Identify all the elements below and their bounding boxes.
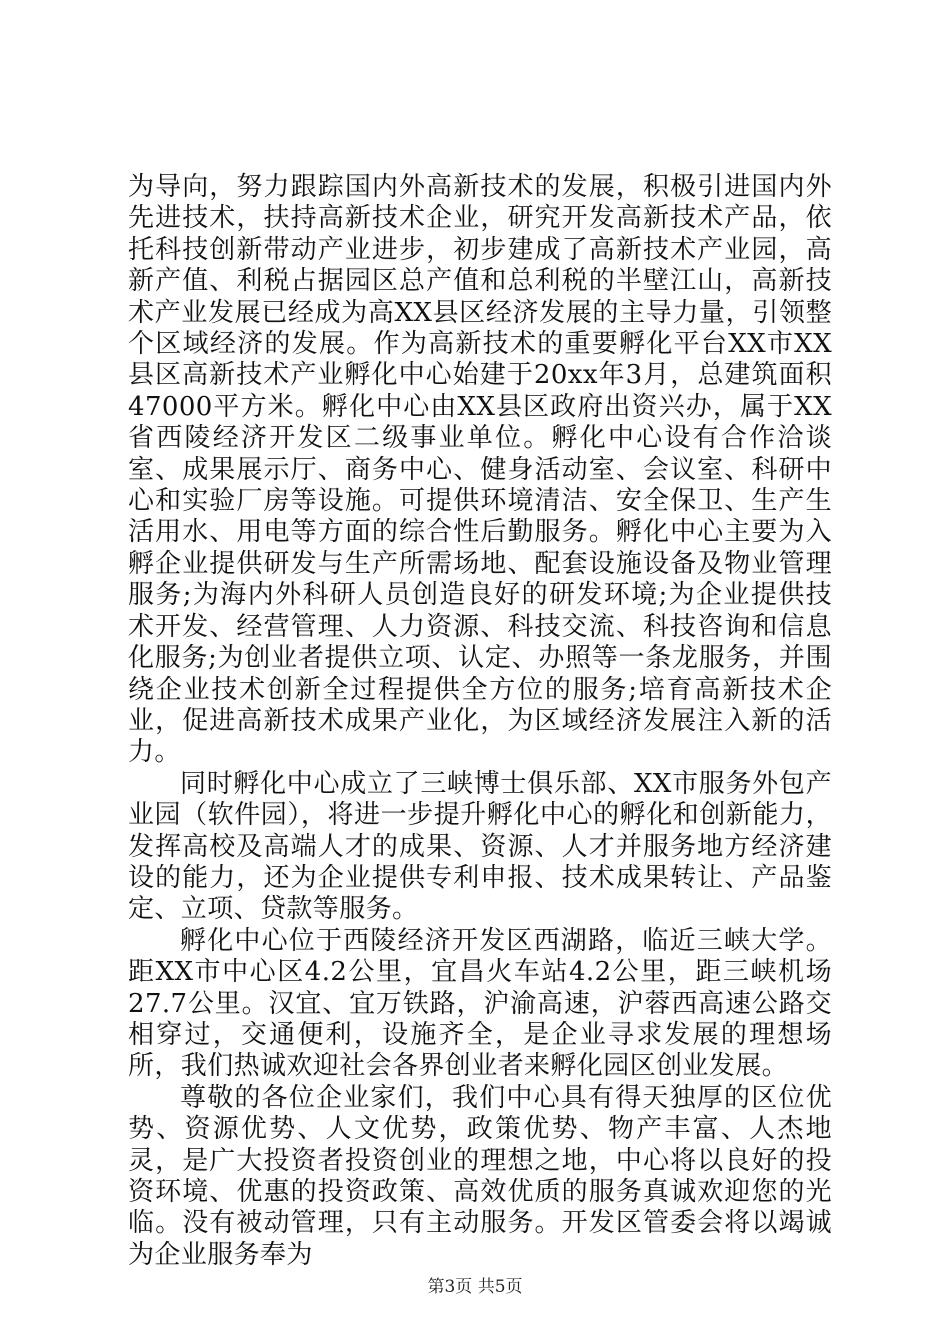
document-body bbox=[128, 172, 832, 1271]
paragraph-4: 尊敬的各位企业家们，我们中心具有得天独厚的区位优势、资源优势、人文优势，政策优势、物产丰富、人杰地灵，是广大投资者投资创业的理想之地，中心将以良好的投资环境、优惠的投资政策、高效优质的服务真诚欢迎您的光临。没有被动管理，只有主动服务。开发区管委会将以竭诚为企业服务奉为 bbox=[128, 1082, 832, 1270]
page-footer: 第3页 共5页 bbox=[427, 1277, 523, 1297]
paragraph-3: 孵化中心位于西陵经济开发区西湖路，临近三峡大学。距XX市中心区4.2公里，宜昌火车站4.2公里，距三峡机场27.7公里。汉宜、宜万铁路，沪渝高速，沪蓉西高速公路交相穿过，交通便利，设施齐全，是企业寻求发展的理想场所，我们热诚欢迎社会各界创业者来孵化园区创业发展。 bbox=[128, 925, 832, 1082]
paragraph-2: 同时孵化中心成立了三峡博士俱乐部、XX市服务外包产业园（软件园），将进一步提升孵化中心的孵化和创新能力，发挥高校及高端人才的成果、资源、人才并服务地方经济建设的能力，还为企业提供专利申报、技术成果转让、产品鉴定、立项、贷款等服务。 bbox=[128, 768, 832, 925]
paragraph-1: 为导向，努力跟踪国内外高新技术的发展，积极引进国内外先进技术，扶持高新技术企业，研究开发高新技术产品，依托科技创新带动产业进步，初步建成了高新技术产业园，高新产值、利税占据园区总产值和总利税的半壁江山，高新技术产业发展已经成为高XX县区经济发展的主导力量，引领整个区域经济的发展。作为高新技术的重要孵化平台XX市XX县区高新技术产业孵化中心始建于20xx年3月，总建筑面积47000平方米。孵化中心由XX县区政府出资兴办，属于XX省西陵经济开发区二级事业单位。孵化中心设有合作洽谈室、成果展示厅、商务中心、健身活动室、会议室、科研中心和实验厂房等设施。可提供环境清洁、安全保卫、生产生活用水、用电等方面的综合性后勤服务。孵化中心主要为入孵企业提供研发与生产所需场地、配套设施设备及物业管理服务;为海内外科研人员创造良好的研发环境;为企业提供技术开发、经营管理、人力资源、科技交流、科技咨询和信息化服务;为创业者提供立项、认定、办照等一条龙服务，并围绕企业技术创新全过程提供全方位的服务;培育高新技术企业，促进高新技术成果产业化，为区域经济发展注入新的活力。 bbox=[128, 172, 832, 768]
